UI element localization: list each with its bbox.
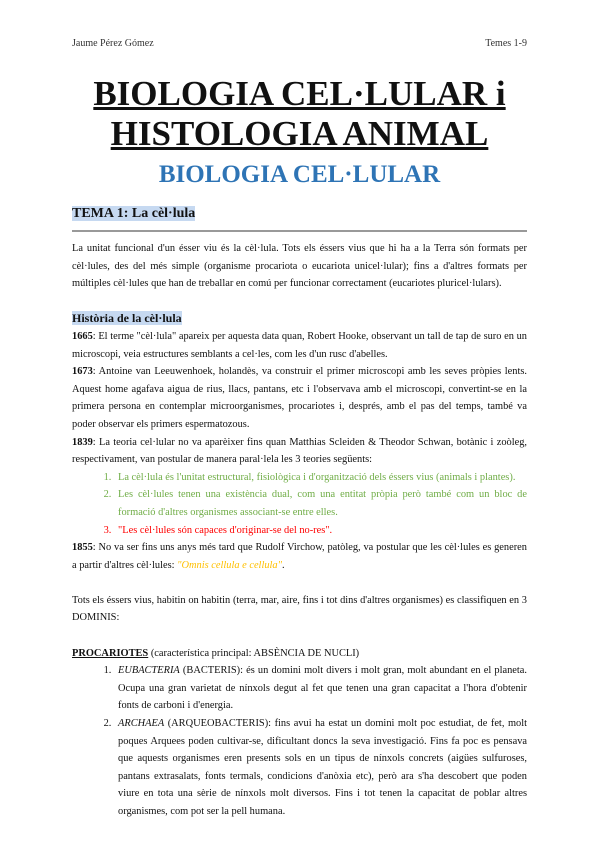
- year: 1855: [72, 542, 93, 554]
- history-text: .: [281, 559, 285, 571]
- theories-list: [72, 469, 527, 539]
- year: 1673: [72, 366, 93, 378]
- procariotes-heading: PROCARIOTES: [72, 647, 149, 659]
- domain-text: (ARQUEOBACTERIS): fins avui ha estat un domini molt poc estudiat, de fet, molt poques Arquees poden cultivar-se, dificultant doncs la seva investigació. Fins fa poc es pensava que aquests organismes eren presents sols en un tipus de nínxols concrets (aigües sulfuroses, pantans extrasalats, fonts termals, condicions d'anòxia etc), però ara s'ha descobert que poden viure en tota una sèrie de nínxols molt diversos. Fins i tot tenen la capacitat de poblar altres organismes, com pot ser la pell humana.: [118, 718, 527, 817]
- procariotes-title: [72, 645, 527, 663]
- year: 1665: [72, 330, 93, 342]
- theory-item: 2. Les cèl·lules tenen una existència dual, com una entitat pròpia però també com un bloc de formació d'altres organismes associant-se entre elles.: [114, 486, 527, 521]
- domain-name: ARCHAEA: [118, 718, 165, 730]
- document-body: [72, 74, 527, 821]
- domain-item: [114, 715, 527, 821]
- procariotes-list: [72, 662, 527, 820]
- subtitle: BIOLOGIA CEL·LULAR: [158, 161, 441, 188]
- history-heading: Història de la cèl·lula: [72, 311, 182, 326]
- quote: "Omnis cellula e cellula": [177, 559, 282, 571]
- theory-item: 1. La cèl·lula és l'unitat estructural, fisiològica i d'organització dels éssers vius (animals i plantes).: [114, 469, 527, 487]
- history-1665: [72, 328, 527, 363]
- history-text: : El terme "cèl·lula" apareix per aquesta data quan, Robert Hooke, observant un tall de tap de suro en un microscopi, veia estructures semblants a cel·les, com les d'un rusc d'abelles.: [72, 330, 527, 360]
- procariotes-note: (característica principal: ABSÈNCIA DE NUCLI): [148, 647, 360, 659]
- title-line-2: HISTOLOGIA ANIMAL: [110, 114, 489, 153]
- intro-paragraph: La unitat funcional d'un ésser viu és la cèl·lula. Tots els éssers vius que hi ha a la Terra són formats per cèl·lules, des del més simple (organisme procariota o eucariota unicel·lular); fins a d'altres formats per múltiples cèl·lules que han de treballar en comú per funcionar correctament (eucariotes pluricel·lulars).: [72, 243, 527, 290]
- year: 1839: [72, 436, 93, 448]
- history-text: : La teoria cel·lular no va aparèixer fins quan Matthias Scleiden & Theodor Schwan, botànic i zoòleg, respectivament, van postular de manera paral·lela les 3 teories següents:: [72, 436, 527, 466]
- header-topics: Temes 1-9: [485, 38, 527, 49]
- history-1839: [72, 434, 527, 469]
- history-text: : Antoine van Leeuwenhoek, holandès, va construir el primer microscopi amb les seves pròpies lents. Aquest home agafava aigua de rius, llacs, pantans, etc i l'observava amb el microscopi, convertint-se en la primera persona en contemplar microorganismes, procariotes i, després, amb el pas del temps, també va poder observar els primers espermatozous.: [72, 366, 527, 430]
- header-author: Jaume Pérez Gómez: [72, 38, 154, 49]
- domain-name: EUBACTERIA: [118, 665, 180, 677]
- history-1673: [72, 363, 527, 433]
- title-line-1: BIOLOGIA CEL·LULAR i: [93, 74, 506, 113]
- history-1855: [72, 539, 527, 574]
- theory-item: 3. "Les cèl·lules són capaces d'originar-se del no-res".: [114, 522, 527, 540]
- domain-text: (BACTERIS): és un domini molt divers i molt gran, molt abundant en el planeta. Ocupa una gran varietat de nínxols degut al fet que tenen una gran capacitat a l'hora d'obtenir fonts de carboni i d'energia.: [118, 665, 527, 712]
- divider: [72, 230, 527, 232]
- domain-item: [114, 662, 527, 715]
- domains-intro: Tots els éssers vius, habitin on habitin (terra, mar, aire, fins i tot dins d'altres organismes) es classifiquen en 3 DOMINIS:: [72, 594, 527, 624]
- history-text: : No va ser fins uns anys més tard que Rudolf Virchow, patòleg, va postular que les cèl·lules es generen a partir d'altres cèl·lules:: [72, 542, 527, 571]
- section-heading: TEMA 1: La cèl·lula: [72, 206, 196, 221]
